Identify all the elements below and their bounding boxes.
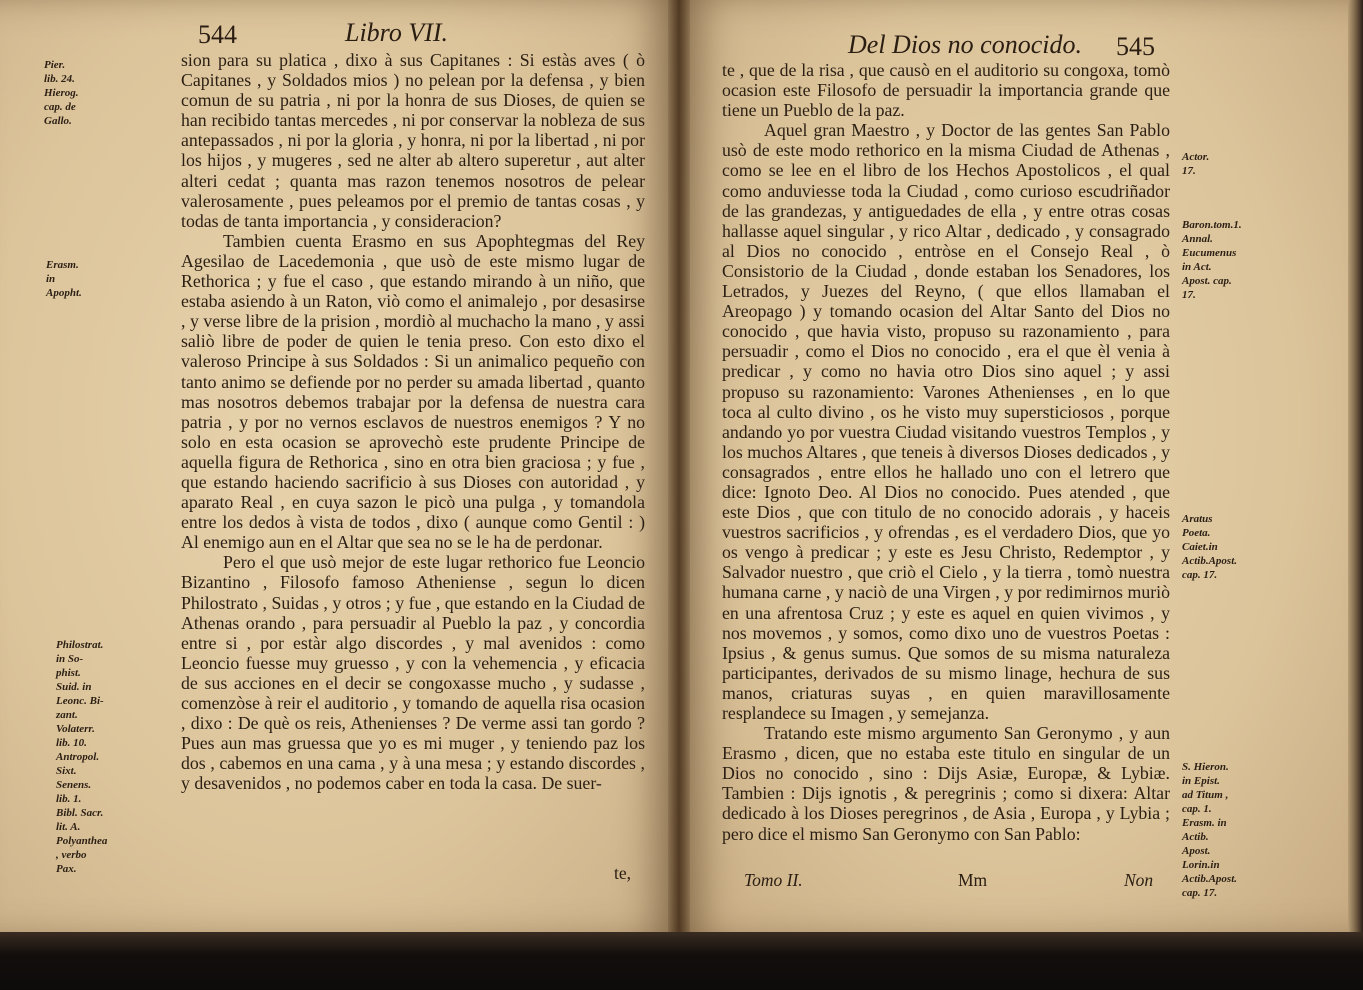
margin-note: S. Hieron. in Epist. ad Titum , cap. 1. Erasm. in Actib. Apost. Lorin.in Actib.Apost. cap. 17. <box>1182 761 1238 899</box>
margin-note: Erasm. in Apopht. <box>46 259 82 299</box>
page-edge <box>1348 0 1363 935</box>
catchword-right: Non <box>1124 870 1154 890</box>
right-body-text <box>722 60 1170 844</box>
paragraph: Pero el que usò mejor de este lugar rethorico fue Leoncio Bizantino , Filosofo famoso Atheniense , segun lo dicen Philostrato , Suidas , y otros ; y fue , que estando en la Ciudad de Athenas orando , para persuadir al Pueblo la paz , y concordia entre si , por estàr algo discordes , y mal avenidos : como Leoncio fuesse muy gruesso , y con la vehemencia , y eficacia de sus acciones en el decir se congoxasse mucho , y sudasse , comenzòse à reir el auditorio , y tomando de aquella risa ocasion , dixo : De què os reis, Athenienses ? De verme assi tan gordo ? Pues aun mas gruessa que yo es mi muger , y teniendo paz los dos , cabemos en una cama , y à una mesa ; y estando discordes , y desavenidos , no podemos caber en toda la casa. De suer- <box>181 552 645 794</box>
margin-note: Philostrat. in So- phist. Suid. in Leonc. Bi- zant. Volaterr. lib. 10. Antropol. Sixt. Senens. lib. 1. Bibl. Sacr. lit. A. Polyanthea , verbo Pax. <box>56 639 108 875</box>
margin-note: Aratus Poeta. Caiet.in Actib.Apost. cap. 17. <box>1182 513 1238 581</box>
signature-mark: Mm <box>958 870 988 890</box>
margin-note: Pier. lib. 24. Hierog. cap. de Gallo. <box>44 59 79 127</box>
book-spine <box>668 0 690 935</box>
running-head-right: Del Dios no conocido. <box>848 30 1082 59</box>
margin-note: Actor. 17. <box>1182 151 1210 177</box>
volume-footer: Tomo II. <box>744 870 803 890</box>
paragraph: Tambien cuenta Erasmo en sus Apophtegmas del Rey Agesilao de Lacedemonia , que usò de este mismo lugar de Rethorica ; y fue el caso , que estando mirando à un niño, que estaba asiendo à un Raton, viò como el animalejo , por desasirse , y verse libre de la prision , mordiò al muchacho la mano , y assi saliò libre de poder de quien le tenia preso. Con esto dixo el valeroso Principe à sus Soldados : Si un animalico pequeño con tanto animo se defiende por no perder su amada libertad , quanto mas nosotros debemos trabajar por la defensa de nuestra cara patria , y por no vernos esclavos de nuestros enemigos ? Y no solo en esta ocasion se aprovechò este prudente Principe de aquella figura de Rethorica , sino en otra bien graciosa ; y fue , que estando haciendo sacrificio à sus Dioses con autoridad , y aparato Real , en cuya sazon le picò una pulga , y tomandola entre los dedos à vista de todos , dixo ( aunque como Gentil : ) Al enemigo aun en el Altar que sea no se le ha de perdonar. <box>181 230 645 553</box>
catchword-left: te, <box>614 863 632 883</box>
left-body-text <box>181 50 645 793</box>
paragraph: Tratando este mismo argumento San Geronymo , y aun Erasmo , dicen, que no estaba este titulo en singular de un Dios no conocido , sino : Dijs Asiæ, Europæ, & Lybiæ. Tambien : Dijs ignotis , & peregrinis ; como si dixera: Altar dedicado à los Dioses peregrinos , de Asia , Europa , y Lybia ; pero dice el mismo San Geronymo con San Pablo: <box>722 723 1170 844</box>
background-surface <box>0 932 1363 990</box>
page-number-left: 544 <box>198 20 237 49</box>
paragraph: te , que de la risa , que causò en el auditorio su congoxa, tomò ocasion este Filosofo de persuadir la importancia grande que tiene un Pueblo de la paz. <box>722 60 1170 121</box>
paragraph: sion para su platica , dixo à sus Capitanes : Si estàs aves ( ò Capitanes , y Soldados mios ) no pelean por la defensa , y bien comun de su patria , ni por la honra de sus Dioses, de quien se han recibido tantas mercedes , ni por conservar la nobleza de sus antepassados , ni por la gloria , y honra, ni por la libertad , ni por los hijos , y mugeres , sed ne alter ab altero superetur , aut alter alteri cedat ; quanta mas razon tenemos nosotros de pelear valerosamente , pues peleamos por el premio de tantas cosas , y todas de tanta importancia , y consideracion? <box>181 50 645 231</box>
margin-note: Baron.tom.1. Annal. Eucumenus in Act. Apost. cap. 17. <box>1182 219 1242 301</box>
running-head-left: Libro VII. <box>345 18 449 47</box>
right-page <box>678 0 1350 935</box>
page-number-right: 545 <box>1116 32 1155 61</box>
left-page <box>0 0 678 935</box>
paragraph: Aquel gran Maestro , y Doctor de las gentes San Pablo usò de este modo rethorico en la misma Ciudad de Athenas , como se lee en el libro de los Hechos Apostolicos , el qual como anduviesse toda la Ciudad , como curioso escudriñador de las grandezas, y antiguedades de ella , y entre otras cosas hallasse aquel singular , y rico Altar , dedicado , y consagrado al Dios no conocido , entròse en el Consejo Real , ò Consistorio de la Ciudad , donde estaban los Senadores, los Letrados, y Juezes del Reyno, ( que ellos llamaban el Areopago ) y tomando ocasion del Altar Santo del Dios no conocido , que havia visto, propuso su razonamiento , para persuadir , como el Dios no conocido , era el que èl venia à predicar , y como no havia otro Dios sino aquel ; y assi propuso su razonamiento: Varones Athenienses , en lo que toca al culto divino , os he visto muy supersticiosos , porque andando yo por vuestra Ciudad visitando vuestros Templos , y los muchos Altares , que teneis à diversos Dioses dedicados , y consagrados , entre ellos he hallado uno con el letrero que dice: Ignoto Deo. Al Dios no conocido. Pues atended , que este Dios , que con titulo de no conocido adorais , y haceis vuestros sacrificios , y ofrendas , es el verdadero Dios, que yo os vengo à predicar ; y este es Jesu Christo, Redemptor , y Salvador nuestro , que criò el Cielo , y la tierra , tomò nuestra humana carne , y naciò de una Virgen , y por redimirnos muriò en una afrentosa Cruz ; y este es aquel en quien vivimos , y nos movemos , y somos, como dixo uno de vuestros Poetas : Ipsius , & genus sumus. Que somos de su misma naturaleza participantes, derivados de su mismo linage, hechura de sus manos, criaturas suyas , en quien maravillosamente resplandece su Imagen , y semejanza. <box>722 120 1170 723</box>
